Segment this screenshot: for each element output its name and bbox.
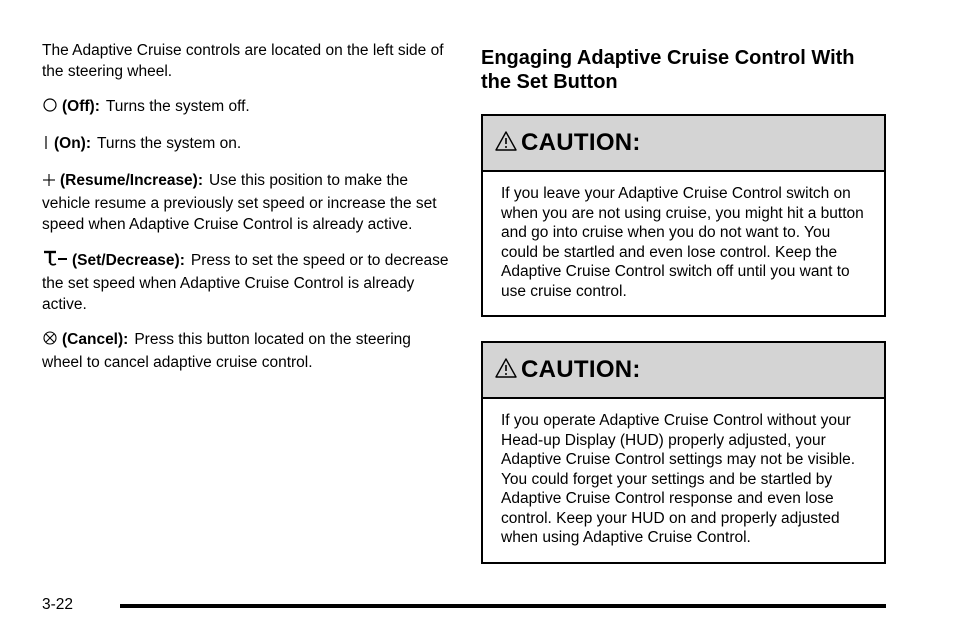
- control-desc: Use this position to make the vehicle resume a previously set speed or increase the set speed when Adaptive Cruise Control is already active.: [42, 172, 437, 233]
- control-term: (Resume/Increase):: [60, 172, 204, 189]
- power-on-icon: [42, 134, 50, 156]
- control-desc: Press this button located on the steering wheel to cancel adaptive cruise control.: [42, 331, 411, 371]
- control-desc: Turns the system on.: [97, 135, 242, 152]
- control-desc: Turns the system off.: [105, 98, 250, 115]
- caution-header: [483, 343, 884, 399]
- footer-rule: [120, 604, 886, 608]
- caution-column: [481, 40, 886, 588]
- intro-paragraph: The Adaptive Cruise controls are located on the left side of the steering wheel.: [42, 42, 444, 80]
- warning-icon: [495, 130, 517, 157]
- plus-icon: [42, 172, 56, 193]
- caution-body: If you operate Adaptive Cruise Control without your Head-up Display (HUD) properly adjusted, your Adaptive Cruise Control settings may not be visible. You could forget your settings and be startled by Adaptive Cruise Control response and even lose control. Keep your HUD on and properly adjusted when using Adaptive Cruise Control.: [501, 412, 856, 546]
- cancel-icon: [42, 330, 58, 352]
- caution-box: [481, 114, 886, 317]
- caution-body: If you leave your Adaptive Cruise Control switch on when you are not using cruise, you might hit a button and go into cruise when you do not want to. You could be startled and even lose control. Keep the Adaptive Cruise Control switch off until you want to use cruise control.: [501, 185, 864, 300]
- warning-icon: [495, 357, 517, 384]
- control-term: (On):: [54, 135, 92, 152]
- power-off-icon: [42, 97, 58, 119]
- caution-box: [481, 341, 886, 564]
- control-desc: Press to set the speed or to decrease the set speed when Adaptive Cruise Control is already active.: [42, 252, 449, 313]
- control-cancel: [42, 329, 452, 373]
- control-term: (Set/Decrease):: [72, 252, 185, 269]
- control-on: [42, 133, 452, 156]
- control-set-decrease: [42, 249, 452, 315]
- caution-title: CAUTION:: [521, 356, 641, 383]
- control-term: (Off):: [62, 98, 100, 115]
- control-resume-increase: [42, 170, 452, 235]
- controls-column: [42, 40, 452, 387]
- control-off: [42, 96, 452, 119]
- caution-header: [483, 116, 884, 172]
- section-heading: Engaging Adaptive Cruise Control With the Set Button: [481, 47, 855, 93]
- caution-title: CAUTION:: [521, 129, 641, 156]
- set-decrease-icon: [42, 249, 68, 273]
- control-term: (Cancel):: [62, 331, 129, 348]
- page-number: 3-22: [42, 596, 74, 613]
